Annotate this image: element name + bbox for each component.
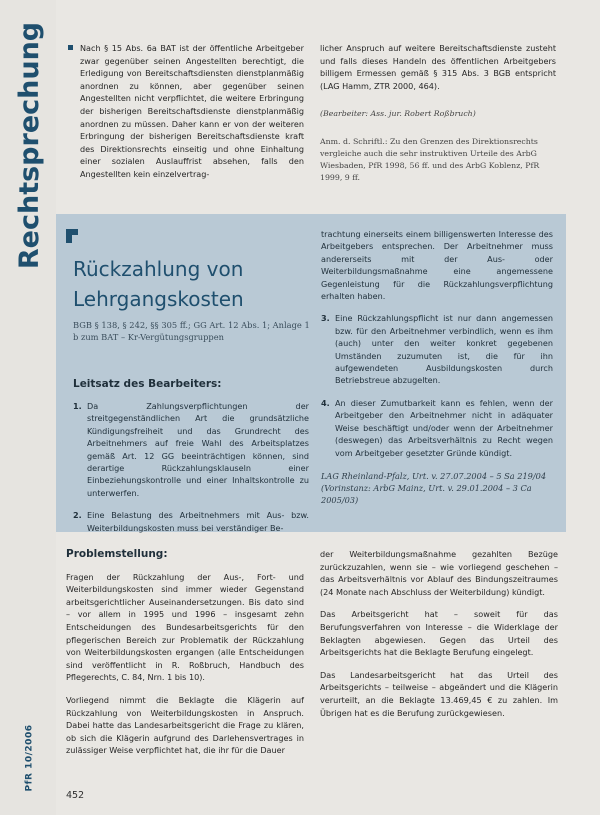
- leitsatz-list-left: [73, 400, 309, 544]
- continued-paragraph: licher Anspruch auf weitere Bereitschaftsdienste zusteht und falls dieses Handeln des öffentlichen Arbeitgebers billigem Ermessen gemäß § 315 Abs. 3 BGB entspricht (LAG Hamm, ZTR 2000, 464).: [320, 43, 556, 91]
- case-norms: BGB § 138, § 242, §§ 305 ff.; GG Art. 12 Abs. 1; Anlage 1 b zum BAT – Kr-Vergütungsgruppen: [73, 320, 310, 342]
- bearbeiter-note: (Bearbeiter: Ass. jur. Robert Roßbruch): [320, 109, 476, 119]
- leitsatz-list-right: [321, 228, 553, 469]
- problem-paragraph: der Weiterbildungsmaßnahme gezahlten Bezüge zurückzuzahlen, wenn sie – wie vorliegend geschehen – das Arbeitsverhältnis vor Ablauf des Bindungszeitraumes (24 Monate nach Abschluss der Weiterbildung) kündigt.: [320, 549, 558, 597]
- leitsatz-continuation: trachtung einerseits einem billigenswerten Interesse des Arbeitgebers entsprechen. Der Arbeitnehmer muss andererseits mit der Aus- oder Weiterbildungsmaßnahme eine angemessene Gegenleistung für die Rückzahlungsverpflichtung erhalten haben.: [321, 229, 553, 302]
- leitsatz-number: 1.: [73, 401, 82, 411]
- logo-text: PfR 10/2006: [24, 724, 34, 792]
- problem-heading: Problemstellung:: [66, 548, 168, 560]
- problem-paragraph: Das Arbeitsgericht hat – soweit für das Berufungsverfahren von Interesse – die Widerklage der Beklagten abgewiesen. Gegen das Urteil des Arbeitsgerichts hat die Beklagte Berufung eingelegt.: [320, 609, 558, 658]
- bottom-left-column: [66, 548, 304, 767]
- leitsatz-item: [73, 509, 309, 534]
- bottom-right-column: [320, 548, 558, 729]
- leitsatz-bullet: [66, 42, 304, 181]
- leitsatz-text: Eine Belastung des Arbeitnehmers mit Aus- bzw. Weiterbildungskosten muss bei verständiger Be-: [87, 510, 309, 533]
- top-left-column: [66, 42, 304, 181]
- leitsatz-number: 4.: [321, 397, 330, 408]
- leitsatz-item: [73, 400, 309, 499]
- leitsatz-text: An dieser Zumutbarkeit kann es fehlen, wenn der Arbeitgeber den Arbeitnehmer nicht in adäquater Weise beschäftigt und/oder wenn der Arbeitnehmer (deswegen) das Arbeitsverhältnis zu Recht wegen vom Arbeitgeber gesetzter Gründe kündigt.: [335, 397, 553, 458]
- box-corner-mark: [66, 229, 78, 243]
- leitsatz-number: 2.: [73, 510, 82, 521]
- top-right-column: [320, 42, 556, 184]
- rubric-label: Rechtsprechung: [14, 21, 46, 269]
- leitsatz-bullet-text: Nach § 15 Abs. 6a BAT ist der öffentliche Arbeitgeber zwar gegenüber seinen Angestellten berechtigt, die Erledigung von Bereitschaftsdiensten dienstplanmäßig anordnen zu können, aber gegenüber seinen Angestellten nicht verpflichtet, die weitere Erbringung der bisherigen Bereitschaftsdienste dienstplanmäßig anordnen zu müssen. Daher kann er von der weiteren Erbringung der bisherigen Bereitschaftsdienste kraft des Direktionsrechts einseitig und ohne Einhaltung einer sozialen Auslauffrist absehen, falls den Angestellten kein einzelvertrag-: [80, 43, 304, 179]
- leitsatz-text: Da Zahlungsverpflichtungen der streitgegenständlichen Art die grundsätzliche Kündigungsfreiheit und das Grundrecht des Arbeitnehmers auf freie Wahl des Arbeitsplatzes gemäß Art. 12 GG beeinträchtigen können, sind derartige Rückzahlungsklauseln einer Einbeziehungskontrolle und einer Inhaltskontrolle zu unterwerfen.: [87, 401, 309, 498]
- leitsatz-item: [321, 397, 553, 459]
- leitsatz-number: 3.: [321, 313, 330, 324]
- page-number: 452: [66, 790, 85, 801]
- problem-paragraph: Das Landesarbeitsgericht hat das Urteil des Arbeitsgerichts – teilweise – abgeändert und die Klägerin verurteilt, an die Beklagte 13.469,45 € zu zahlen. Im Übrigen hat es die Berufung zurückgewiesen.: [320, 669, 558, 718]
- court-citation: LAG Rheinland-Pfalz, Urt. v. 27.07.2004 – 5 Sa 219/04 (Vorinstanz: ArbG Mainz, Urt. v. 29.01.2004 – 3 Ca 2005/03): [321, 471, 547, 506]
- editorial-note: Anm. d. Schriftl.: Zu den Grenzen des Direktionsrechts vergleiche auch die sehr instruktiven Urteile des ArbG Wiesbaden, PfR 1998, 56 ff. und des ArbG Koblenz, PfR 1999, 9 ff.: [320, 137, 540, 183]
- section-rubric: [8, 21, 52, 269]
- case-title: Rückzahlung von Lehrgangskosten: [73, 257, 244, 311]
- leitsatz-item: [321, 312, 553, 386]
- leitsatz-text: Eine Rückzahlungspflicht ist nur dann angemessen bzw. für den Arbeitnehmer verbindlich, wenn es ihm (auch) unter den weiter konkret gegebenen Umständen zuzumuten ist, die für ihn aufgewendeten Ausbildungskosten durch Betriebstreue abzugelten.: [335, 313, 553, 386]
- problem-paragraph: Fragen der Rückzahlung der Aus-, Fort- und Weiterbildungskosten sind immer wieder Gegenstand arbeitsgerichtlicher Auseinandersetzungen. Bis dato sind – vor allem in 1995 und 1996 – insgesamt zehn Entscheidungen des Bundesarbeitsgerichts für den pflegerischen Bereich zur Problematik der Rückzahlung von Weiterbildungskosten ergangen (alle Entscheidungen sind veröffentlicht in R. Roßbruch, Handbuch des Pflegerechts, C. 84, Nrn. 1 bis 10).: [66, 571, 304, 683]
- leitsatz-heading: Leitsatz des Bearbeiters:: [73, 378, 222, 390]
- journal-logo: [17, 724, 41, 792]
- problem-paragraph: Vorliegend nimmt die Beklagte die Klägerin auf Rückzahlung von Weiterbildungskosten in Anspruch. Dabei hatte das Landesarbeitsgericht die Frage zu klären, ob sich die Klägerin aufgrund des Darlehensvertrages in zulässiger Weise verpflichtet hat, die ihr für die Dauer: [66, 694, 304, 756]
